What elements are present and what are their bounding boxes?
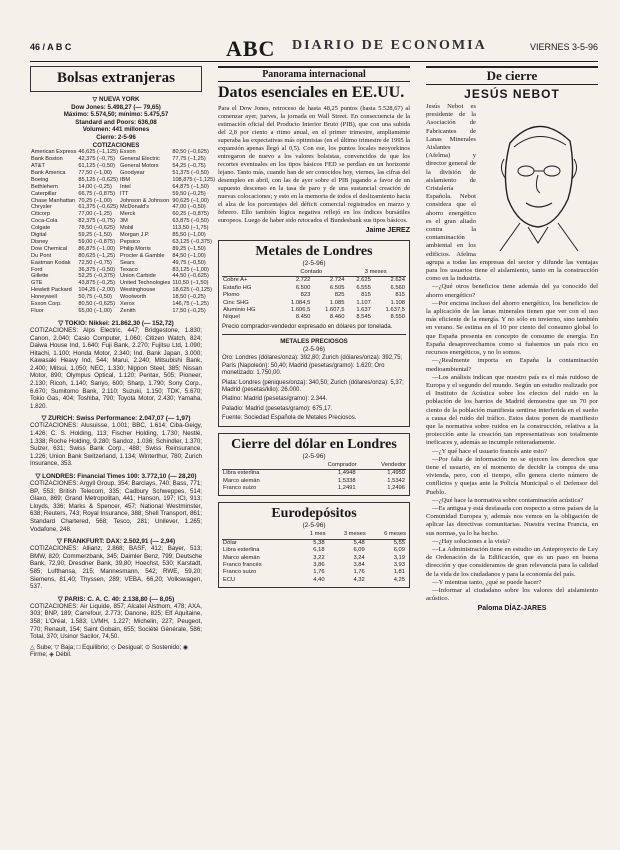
ny-quote-cell: Woolworth xyxy=(120,294,147,301)
bolsas-column xyxy=(30,66,216,838)
zurich-quotes: COTIZACIONES: Alusuisse, 1.001; BBC, 1.614; Ciba-Geigy, 1.426; C. S. Holding, 113; Fischer Holding, 1.730; Nestlé, 1.338; Roche Holding, 9.280; Sandoz, 1.036; Schindler, 1.370; Sulzer, 631; Swiss Bank Corp., 488; Swiss Reinsurance, 1.226; Union Bank Switzerland, 1.134; Winterthur, 780; Zurich Insurance, 353. xyxy=(30,422,202,468)
ny-quote-cell: Chrysler xyxy=(31,204,52,211)
ny-quote-row xyxy=(30,246,216,253)
ny-quote-cell: Coca-Cola xyxy=(31,218,58,225)
metal-cell: Aluminio HG xyxy=(223,307,256,314)
ny-quote-cell: Eastman Kodak xyxy=(31,259,71,266)
euro-cell: 5,55 xyxy=(393,539,405,546)
preciosos-title: METALES PRECIOSOS xyxy=(280,338,348,346)
ny-quote-cell: 46,625 (−1,125) xyxy=(78,149,119,156)
ny-quote-row xyxy=(30,177,216,184)
ny-quote-cell: Sears xyxy=(120,259,135,266)
ny-quote-cell: Zenith xyxy=(120,308,136,314)
ny-quote-cell: General Motors xyxy=(120,162,159,169)
ny-quote-cell: 60,25 (−0,875) xyxy=(172,211,209,218)
metales-table xyxy=(222,269,406,322)
ny-quote-cell: 18,50 (−0,25) xyxy=(172,294,206,301)
cierre-cell: 1,5338 xyxy=(337,477,356,484)
col-contado: Contado xyxy=(277,269,345,277)
euro-cell: 3,19 xyxy=(393,554,405,561)
ny-quote-cell: Morgan J.P. xyxy=(120,232,150,239)
decierre-banner xyxy=(426,66,598,85)
ny-quote-cell: Johnson & Johnson xyxy=(120,197,170,204)
metal-cell: 6.555 xyxy=(356,284,371,291)
euro-cell: 3,24 xyxy=(353,554,365,561)
ny-quote-cell: Bank Boston xyxy=(31,156,63,163)
ny-quote-row xyxy=(30,260,216,267)
abc-logo: ABC xyxy=(226,36,276,61)
euro-cell: 3,84 xyxy=(353,561,365,568)
ny-quote-cell: Honeywell xyxy=(31,294,57,301)
page-number: 46 / A B C xyxy=(30,42,72,52)
metal-cell: 815 xyxy=(361,292,371,299)
ny-quote-cell: Colgate xyxy=(31,225,51,232)
ny-quote-row xyxy=(30,149,216,156)
metal-cell: Estaño HG xyxy=(223,284,252,291)
ny-quote-cell: Citicorp xyxy=(31,211,50,218)
ny-quote-row xyxy=(30,211,216,218)
ny-quote-cell: 108,875 (−1,125) xyxy=(172,176,216,183)
ny-quote-cell: Chase Manhattan xyxy=(31,197,76,204)
ny-quote-cell: 77,50 (−1,00) xyxy=(78,169,112,176)
ny-quote-cell: 83,125 (−1,00) xyxy=(172,266,209,273)
ny-cot-title: COTIZACIONES xyxy=(92,141,140,149)
ny-quote-row xyxy=(30,170,216,177)
decierre-column xyxy=(426,66,598,838)
ny-quote-cell: Exxon xyxy=(120,149,136,156)
metal-cell: 1.637,5 xyxy=(385,307,405,314)
euro-row xyxy=(222,569,406,576)
metal-cell: 1.606,5 xyxy=(290,307,311,314)
interview-paragraph: —La Administración tiene en estudio un Anteproyecto de Ley de Ordenación de la Edificación, que es un paso en buena dirección y que consideramos de gran relevancia para la calidad de la vida de los ciudadanos y para la economía del país. xyxy=(426,545,598,578)
ny-quote-cell: GTE xyxy=(31,280,43,287)
cierre-row xyxy=(222,470,406,478)
metal-cell: 1.637 xyxy=(356,307,371,314)
metal-row xyxy=(222,300,406,307)
metal-cell: 2.722 xyxy=(295,277,311,284)
ny-quote-cell: Xerox xyxy=(120,301,135,308)
euro-cell: 4,40 xyxy=(313,576,325,583)
metal-cell: 8.460 xyxy=(329,314,345,321)
metal-cell: Cobre A+ xyxy=(223,277,248,284)
euro-cell: Marco alemán xyxy=(223,554,260,561)
ny-quote-row xyxy=(30,232,216,239)
ny-heading: ▽ NUEVA YORK xyxy=(92,96,140,103)
zurich-heading: ▽ ZURICH: Swiss Performance: 2.047,07 (— 1,97) xyxy=(41,415,191,423)
ny-quote-cell: 59,00 (−0,875) xyxy=(78,238,115,245)
ny-summary-line: Máximo: 5.574,50; mínimo: 5.475,57 xyxy=(63,111,169,119)
panorama-column xyxy=(218,66,410,838)
metales-title: Metales de Londres xyxy=(255,244,373,259)
col-vendedor: Vendedor xyxy=(357,462,406,470)
ny-quote-cell: 14,00 (−0,25) xyxy=(78,183,112,190)
ny-quote-cell: 61,375 (−0,625) xyxy=(78,204,119,211)
ny-quote-cell: 47,00 (−0,50) xyxy=(172,204,206,211)
metal-cell: Níquel xyxy=(223,314,240,321)
ny-quote-cell: Bank America xyxy=(31,169,66,176)
ny-quote-cell: 86,875 (−1,00) xyxy=(78,245,115,252)
ny-quote-cell: 72,50 (−0,75) xyxy=(78,259,112,266)
ny-quotes-table xyxy=(30,149,216,315)
ny-quote-cell: 51,375 (−0,50) xyxy=(172,169,209,176)
bolsas-title: Bolsas extranjeras xyxy=(30,66,202,92)
ny-quote-row xyxy=(30,301,216,308)
euro-cell: 6,09 xyxy=(393,547,405,554)
ny-quote-cell: 80,50 (−0,625) xyxy=(78,301,115,308)
preciosos-line: Plata: Londres (peniques/onza): 340,50; Zurich (dólares/onza): 5,37; Madrid (pesetas/kilo): 26.000. xyxy=(222,379,404,394)
euro-date: (2-5-96) xyxy=(302,522,326,530)
ny-quote-cell: 110,50 (−1,50) xyxy=(172,280,209,287)
metal-cell: 2.625 xyxy=(356,277,371,284)
col-3meses: 3 meses xyxy=(345,269,406,277)
ny-quote-row xyxy=(30,273,216,280)
portrait-caricature xyxy=(480,103,598,253)
ny-quote-cell: Pepsico xyxy=(120,238,140,245)
interview-paragraph: —Informar al ciudadano sobre los valores del aislamiento acústico. xyxy=(426,586,598,603)
metal-cell: 6.505 xyxy=(329,284,345,291)
ny-quote-cell: 65,00 (−1,00) xyxy=(78,308,112,314)
interview-paragraph: —Por encima incluso del ahorro energético, los beneficios de la aplicación de las lanas minerales tienen que ver con el uso más eficiente de la energía. Y no sólo en invierno, sino también en verano. Se estima en el 10 por ciento del consumo global lo que España presenta en concepto de consumo de energía. En España desaprovechamos como si fuésemos un país rico en recursos energéticos, y no lo somos. xyxy=(426,299,598,357)
cierre-cell: 1,2496 xyxy=(387,484,405,491)
euro-box xyxy=(218,502,410,588)
cierre-row xyxy=(222,478,406,485)
ny-quote-cell: Exxon Corp. xyxy=(31,301,62,308)
cierre-cell: 1,5342 xyxy=(387,477,405,484)
ny-quote-row xyxy=(30,204,216,211)
metal-row xyxy=(222,314,406,321)
ny-quote-cell: Goodyear xyxy=(120,169,145,176)
euro-row xyxy=(222,555,406,562)
metal-row xyxy=(222,292,406,299)
decierre-author: Paloma DÍAZ-JARES xyxy=(477,605,547,613)
ny-quote-cell: AT&T xyxy=(31,162,45,169)
metal-cell: Cinc SHG xyxy=(223,299,249,306)
ny-quote-row xyxy=(30,225,216,232)
paris-heading: ▽ PARIS: C. A. C. 40: 2.138,80 (— 8,05) xyxy=(57,595,175,603)
ny-quote-row xyxy=(30,184,216,191)
interview-paragraph: —Por falta de información no se ejercen los derechos que tiene el usuario, en el momento de decidir la compra de una vivienda, pero, con el tiempo, ello genera cierto número de conflictos y quejas ante la Policía Municipal o el Defensor del Pueblo. xyxy=(426,455,598,496)
ny-quote-cell: 64,875 (−1,50) xyxy=(172,183,209,190)
ny-quote-row xyxy=(30,253,216,260)
ny-quote-cell: 104,25 (−2,00) xyxy=(78,287,115,294)
frankfurt-quotes: COTIZACIONES: Allianz, 2.868; BASF, 412; Bayer, 513; BMW, 820; Commerzbank, 345; Daimler Benz, 799; Deutsche Bank, 72,90; Dresdner Bank, 39,80; Hoechst, 530; Karstadt, 585; Lufthansa, 215; Mannesmann, 542; RWE, 59,20; Siemens, 81,40; Thyssen, 289; VEBA, 66,20; Volkswagen, 537. xyxy=(30,545,202,591)
metal-cell: 2.724 xyxy=(329,277,345,284)
metal-row xyxy=(222,285,406,292)
ny-quote-cell: Intel xyxy=(120,183,131,190)
ny-quote-cell: 78,50 (−0,625) xyxy=(78,225,115,232)
panorama-headline: Datos esenciales en EE.UU. xyxy=(218,84,405,101)
ny-quote-cell: 43,875 (−0,25) xyxy=(78,280,115,287)
ny-quote-row xyxy=(30,156,216,163)
ny-quote-cell: 80,50 (−0,625) xyxy=(172,149,209,156)
metal-cell: 823 xyxy=(300,292,311,299)
ny-quote-cell: 77,00 (−1,25) xyxy=(78,211,112,218)
ny-quote-cell: 113,50 (−1,75) xyxy=(172,225,209,232)
metal-cell: Plomo xyxy=(223,292,240,299)
ny-quote-cell: 61,125 (−0,50) xyxy=(78,162,115,169)
ny-quote-cell: 59,25 (−1,50) xyxy=(78,232,112,239)
col-6meses: 6 meses xyxy=(366,531,406,539)
ny-quote-row xyxy=(30,280,216,287)
ny-quote-cell: Merck xyxy=(120,211,136,218)
euro-cell: 1,76 xyxy=(353,569,365,576)
metal-cell: 8.545 xyxy=(356,314,371,321)
preciosos-source: Fuente: Sociedad Española de Metales Preciosos. xyxy=(222,415,357,422)
euro-row xyxy=(222,577,406,584)
ny-quote-cell: American Express xyxy=(31,149,77,156)
metales-note: Precio comprador-vendedor expresado en dólares por tonelada. xyxy=(222,323,393,330)
ny-quote-cell: Bethlehem xyxy=(31,183,58,190)
euro-cell: 5,48 xyxy=(353,539,365,546)
ny-quote-cell: Disney xyxy=(31,238,49,245)
ny-quote-cell: Digital xyxy=(31,232,47,239)
metal-cell: 6.500 xyxy=(295,284,311,291)
ny-quote-cell: General Electric xyxy=(120,156,160,163)
ny-quote-cell: 36,375 (−0,50) xyxy=(78,266,115,273)
ny-quote-cell: Du Pont xyxy=(31,252,52,259)
frankfurt-heading: ▽ FRANKFURT: DAX: 2.502,91 (— 2,94) xyxy=(56,538,176,546)
ny-summary-line: Volumen: 441 millones xyxy=(82,126,150,134)
interview-paragraph: —¿Qué otros beneficios tiene además del ya conocido del ahorro energético? xyxy=(426,283,598,299)
euro-row xyxy=(222,539,406,547)
ny-quote-cell: McDonald's xyxy=(120,204,150,211)
ny-quote-cell: 63,125 (−0,375) xyxy=(172,238,212,245)
ny-quote-cell: 54,25 (−0,75) xyxy=(172,162,206,169)
interview-paragraph: —¿Realmente importa en España la contaminación medioambiental? xyxy=(426,357,598,373)
euro-cell: Dólar xyxy=(223,539,237,546)
metal-row xyxy=(222,277,406,285)
cierre-date: (2-5-96) xyxy=(302,452,326,460)
col-1mes: 1 mes xyxy=(297,531,326,539)
interview-paragraph: —¿Hay soluciones a la vista? xyxy=(432,537,511,545)
cierre-cell: Marco alemán xyxy=(223,477,260,484)
euro-row xyxy=(222,562,406,569)
ny-quote-cell: Mobil xyxy=(120,225,134,232)
euro-cell: 4,25 xyxy=(393,576,405,583)
ny-quote-cell: IBM xyxy=(120,176,130,183)
ny-quote-cell: 3M xyxy=(120,218,128,225)
metal-cell: 8.550 xyxy=(390,314,405,321)
ny-quote-cell: Hewlett Packard xyxy=(31,287,72,294)
ny-quote-row xyxy=(30,191,216,198)
cierre-table xyxy=(222,462,406,493)
metal-cell: 1.085 xyxy=(329,299,345,306)
ny-quote-row xyxy=(30,239,216,246)
euro-cell: 6,18 xyxy=(313,547,325,554)
ny-quote-cell: 49,75 (−0,50) xyxy=(172,259,206,266)
euro-cell: Franco francés xyxy=(223,561,262,568)
panorama-author: Jaime JEREZ xyxy=(365,227,410,234)
ny-quote-cell: 50,75 (−0,50) xyxy=(78,294,112,301)
ny-quote-cell: 17,50 (−0,25) xyxy=(172,308,206,314)
preciosos-date: (2-5-96) xyxy=(302,345,325,353)
euro-cell: 1,81 xyxy=(393,569,405,576)
ny-quote-cell: 66,75 (−0,875) xyxy=(78,190,115,197)
ny-quote-cell: 42,375 (−0,75) xyxy=(78,156,115,163)
ny-quote-cell: Dow Chemical xyxy=(31,245,68,252)
interview-paragraph: —Los análisis indican que nuestro país es el más ruidoso de Europa y el segundo del mundo. Según un estudio realizado por el Instituto de Acústica sobre los efectos del ruido en la población de los barrios de Madrid demuestra que un 70 por ciento de la población manifiesta sentirse interferida en el sueño a causa del ruido del tráfico. Estos datos ponen de manifiesto que la normativa sobre ruidos en la construcción, relativa a la protección ante la creación tan representativas son totalmente ineficaces y, además se incumple reiteradamente. xyxy=(426,373,598,447)
euro-cell: 4,32 xyxy=(353,576,365,583)
ny-quote-cell: 82,375 (−0,75) xyxy=(78,218,115,225)
interview-paragraph: —Es antigua y está desfasada con respecto a otros países de la Comunidad Europea y, además nos vemos en la obligación de aplicar las directivas comunitarias. Nuestra vecina Francia, en sus normas, ya lo ha hecho. xyxy=(426,504,598,537)
ny-quote-cell: Procter & Gamble xyxy=(120,252,165,259)
euro-title: Eurodepósitos xyxy=(271,506,357,522)
cierre-cell: 1,4948 xyxy=(337,470,356,477)
ny-quote-row xyxy=(30,267,216,274)
euro-cell: 6,09 xyxy=(353,547,365,554)
ny-quote-cell: 84,50 (−1,00) xyxy=(172,252,206,259)
cierre-cell: Libra esterlina xyxy=(223,470,260,477)
ny-quote-cell: 70,25 (−1,00) xyxy=(78,197,112,204)
ny-quote-cell: 52,25 (−0,375) xyxy=(78,273,115,280)
metal-cell: 2.624 xyxy=(390,277,405,284)
ny-quote-cell: 89,25 (−1,50) xyxy=(172,245,206,252)
ny-quote-row xyxy=(30,218,216,225)
euro-cell: Libra esterlina xyxy=(223,547,260,554)
decierre-label: De cierre xyxy=(486,68,538,83)
cierre-box xyxy=(218,433,410,497)
metal-cell: 825 xyxy=(334,292,345,299)
metal-cell: 815 xyxy=(395,292,405,299)
ny-quote-cell: 77,75 (−1,25) xyxy=(172,156,206,163)
ny-quote-cell: 146,75 (−1,25) xyxy=(172,301,209,308)
ny-summary-line: Dow Jones: 5.498,27 (— 79,65) xyxy=(71,103,161,111)
cierre-cell: Franco suizo xyxy=(223,484,257,491)
londres-heading: ▽ LONDRES: Financial Times 100: 3.772,10 (— 28,20) xyxy=(35,473,197,480)
panorama-body: Para el Dow Jones, retroceso de hasta 48,25 puntos (hasta 5.528,67) al comenzar ayer, jueves, la jornada en Wall Street. En consecuencia de la estimación oficial del Producto Interior Bruto (PIB), que con una subida del 2,8 por ciento a ritmo anual, en el primer trimestre, ampliamente superaba las expectativas más optimistas (en el último trimestre de 1995 la expansión apenas llegó al 0,5). Con ese, los puntos locales neoyorkinos entregaron de nuevo a los valores bolsistas, convencidos de que los recortes eventuales en los tipos básicos FED se perdían en un horizonte lejano. Tanto más, cuando han de ser conocidos hoy, viernes, las cifras del desempleo en abril, con las de ayer sobre el PIB jugando a favor de un supuesto descenso en la tasa de paro y de una sustancial creación de nuevas colocaciones; y esto en la memoria de todos el deslizamiento hacia el alza de los porcentajes del déficit comercial registrados en marzo y febrero. Ello también lógica negativa reflejó en los índices bursátiles europeos. Luego de haber sido retocados el Bundesbank sus tipos básicos. xyxy=(218,105,410,224)
euro-table xyxy=(222,531,406,584)
tokio-quotes: COTIZACIONES: Alps Electric, 447; Bridgestone, 1.830; Canon, 2.040; Casio Computer, 1.060; Citizen Watch, 824; Daiwa House Ind, 1.640; Fuji Bank, 2.270; Fujitsu Ltd, 1.090; Hitachi, 1.100; Honda Motor, 2.340; Ind. Bank Japan, 3.000; Kawasaki Heavy Ind, 544; Marui, 2.240; Mitsubishi Bank, 2.400; Mitsui, 1.050; NEC, 1.330; Nippon Steel, 385; Nissan Motor, 890; Olympus Optical, 1.120; Pentax, 505; Pioneer, 2.130; Ricoh, 1.140; Sanyo, 600; Sharp, 1.790; Sony Corp., 6.670; Sumitomo Bank, 2.110; Suzuki, 1.150; TDK, 5.670; Tokio Gas, 404; Toshiba, 790; Toyota Motor, 2.430; Yamaha, 1.820. xyxy=(30,326,202,410)
panorama-section-label: Panorama internacional xyxy=(218,66,410,82)
page-header xyxy=(30,36,598,62)
ny-quote-cell: 85,50 (−1,00) xyxy=(172,232,206,239)
col-3meses-e: 3 meses xyxy=(326,531,366,539)
ny-quote-cell: Ford xyxy=(31,266,43,273)
preciosos-line: Paladio: Madrid (pesetas/gramo): 675,17. xyxy=(222,405,333,412)
metal-row xyxy=(222,307,406,314)
metales-box xyxy=(218,240,410,427)
ny-quote-cell: 63,875 (−0,50) xyxy=(172,218,209,225)
ny-quote-cell: United Technologies xyxy=(120,280,171,287)
section-title: DIARIO DE ECONOMIA xyxy=(292,38,487,53)
ny-quote-cell: 90,625 (−1,00) xyxy=(172,197,209,204)
ny-quote-row xyxy=(30,294,216,301)
ny-quote-cell: ITT xyxy=(120,190,129,197)
metal-cell: 8.450 xyxy=(295,314,311,321)
ny-quote-cell: Philip Morris xyxy=(120,245,151,252)
cierre-cell: 1,2491 xyxy=(337,484,356,491)
metal-cell: 1.084,5 xyxy=(290,299,311,306)
preciosos-line: Oro: Londres (dólares/onza): 392,80; Zurich (dólares/onza): 392,75; París (Napoleón): 50,40; Madrid (pesetas/gramo): 1.620; Oro monetizado: 1.750,00. xyxy=(222,355,403,377)
interview-paragraph: —¿Y qué hace el usuario francés ante esto? xyxy=(432,447,547,455)
interview-paragraph: —Y mientras tanto, ¿qué se puede hacer? xyxy=(432,578,542,586)
issue-date: VIERNES 3-5-96 xyxy=(529,42,598,52)
cierre-row xyxy=(222,485,406,492)
symbol-legend: △ Sube; ▽ Baja; □ Equilibrio; ◇ Desigual; ⊙ Sostenido; ◉ Firme; ◈ Débil. xyxy=(30,643,189,659)
euro-row xyxy=(222,547,406,554)
tokio-heading: ▽ TOKIO: Nikkei: 21.862,30 (— 152,72) xyxy=(58,319,174,327)
ny-quote-cell: Gillette xyxy=(31,273,49,280)
euro-cell: 3,93 xyxy=(393,561,405,568)
ny-quote-cell: 18,625 (−0,125) xyxy=(172,287,212,294)
metales-date: (2-5-96) xyxy=(302,260,326,267)
euro-cell: ECU xyxy=(223,576,236,583)
euro-cell: 3,86 xyxy=(313,561,325,568)
metal-cell: 1.107 xyxy=(356,299,371,306)
paris-quotes: COTIZACIONES: Air Liquide, 857; Alcatel Alsthom, 478; AXA, 303; BNP, 189; Carrefour, 2.773; Danone, 825; Elf Aquitaine, 358; L'Oréal, 1.583; LVMH, 1.227; Michelin, 227; Peugeot, 770; Renault, 154; Saint Gobain, 655; Société Générale, 586; Total, 370; Usinor Sacilor, 74,50. xyxy=(30,602,202,641)
ny-quote-cell: 44,50 (−0,625) xyxy=(172,273,209,280)
ny-quote-cell: 85,125 (−0,625) xyxy=(78,176,119,183)
euro-cell: 3,22 xyxy=(313,554,325,561)
ny-quote-cell: Caterpillar xyxy=(31,190,57,197)
ny-quote-row xyxy=(30,308,216,315)
ny-summary-line: Standard and Poors: 636,08 xyxy=(75,118,157,126)
euro-cell: 1,76 xyxy=(313,569,325,576)
ny-quote-cell: Fluor xyxy=(31,308,44,314)
ny-quote-cell: 59,50 (−0,25) xyxy=(172,190,206,197)
londres-quotes: COTIZACIONES: Argyll Group, 354; Barclays, 740; Bass, 771; BP, 553; British Telecom, 335; Cadbury Schweppes, 514; Glaxo, 869; Grand Metropolitan, 441; Hanson, 197; ICI, 913; Lloyds, 336; Marks & Spencer, 457; National Westminster, 638; Reuters, 743; Royal Insurance, 388; Shell Transport, 861; Standard Chartered, 568; Tesco, 281; Unilever, 1.265; Vodafone, 248. xyxy=(30,480,202,533)
ny-quote-cell: Texaco xyxy=(120,266,138,273)
metal-cell: 1.108 xyxy=(390,299,405,306)
ny-summary-line: Cierre: 2-5-96 xyxy=(96,133,136,141)
ny-quote-cell: 80,625 (−1,25) xyxy=(78,252,115,259)
ny-quote-row xyxy=(30,198,216,205)
ny-summary xyxy=(30,104,202,142)
decierre-intro: Jesús Nebot es presidente de la Asociación de Fabricantes de Lanas Minerales Aislantes (Afelma) y director general de la división de aislamiento de Cristalería Española. Nebot considera que el ahorro energético es el gran aliado contra la contaminación ambiental en los edificios. Afelma agrupa a todas las empresas del sector y difunde las ventajas para los usuarios tiene el aislamiento, tanto en la construcción como en la industria. xyxy=(426,103,598,283)
metal-cell: 1.607,5 xyxy=(325,307,345,314)
ny-quote-row xyxy=(30,287,216,294)
cierre-cell: 1,4950 xyxy=(387,470,405,477)
ny-quote-cell: Union Carbide xyxy=(120,273,156,280)
euro-cell: 5,38 xyxy=(313,539,325,546)
preciosos-line: Platino: Madrid (pesetas/gramo): 2.344. xyxy=(222,396,328,403)
ny-quote-row xyxy=(30,163,216,170)
interviewee-name: JESÚS NEBOT xyxy=(464,87,560,101)
metal-cell: 6.560 xyxy=(390,284,405,291)
cierre-title: Cierre del dólar en Londres xyxy=(231,436,397,452)
ny-quote-cell: Boeing xyxy=(31,176,49,183)
ny-quote-cell: Westinghouse xyxy=(120,287,156,294)
col-comprador: Comprador xyxy=(299,462,357,470)
euro-cell: Franco suizo xyxy=(223,569,257,576)
interview-paragraph: —¿Qué hace la normativa sobre contaminación acústica? xyxy=(432,496,584,504)
